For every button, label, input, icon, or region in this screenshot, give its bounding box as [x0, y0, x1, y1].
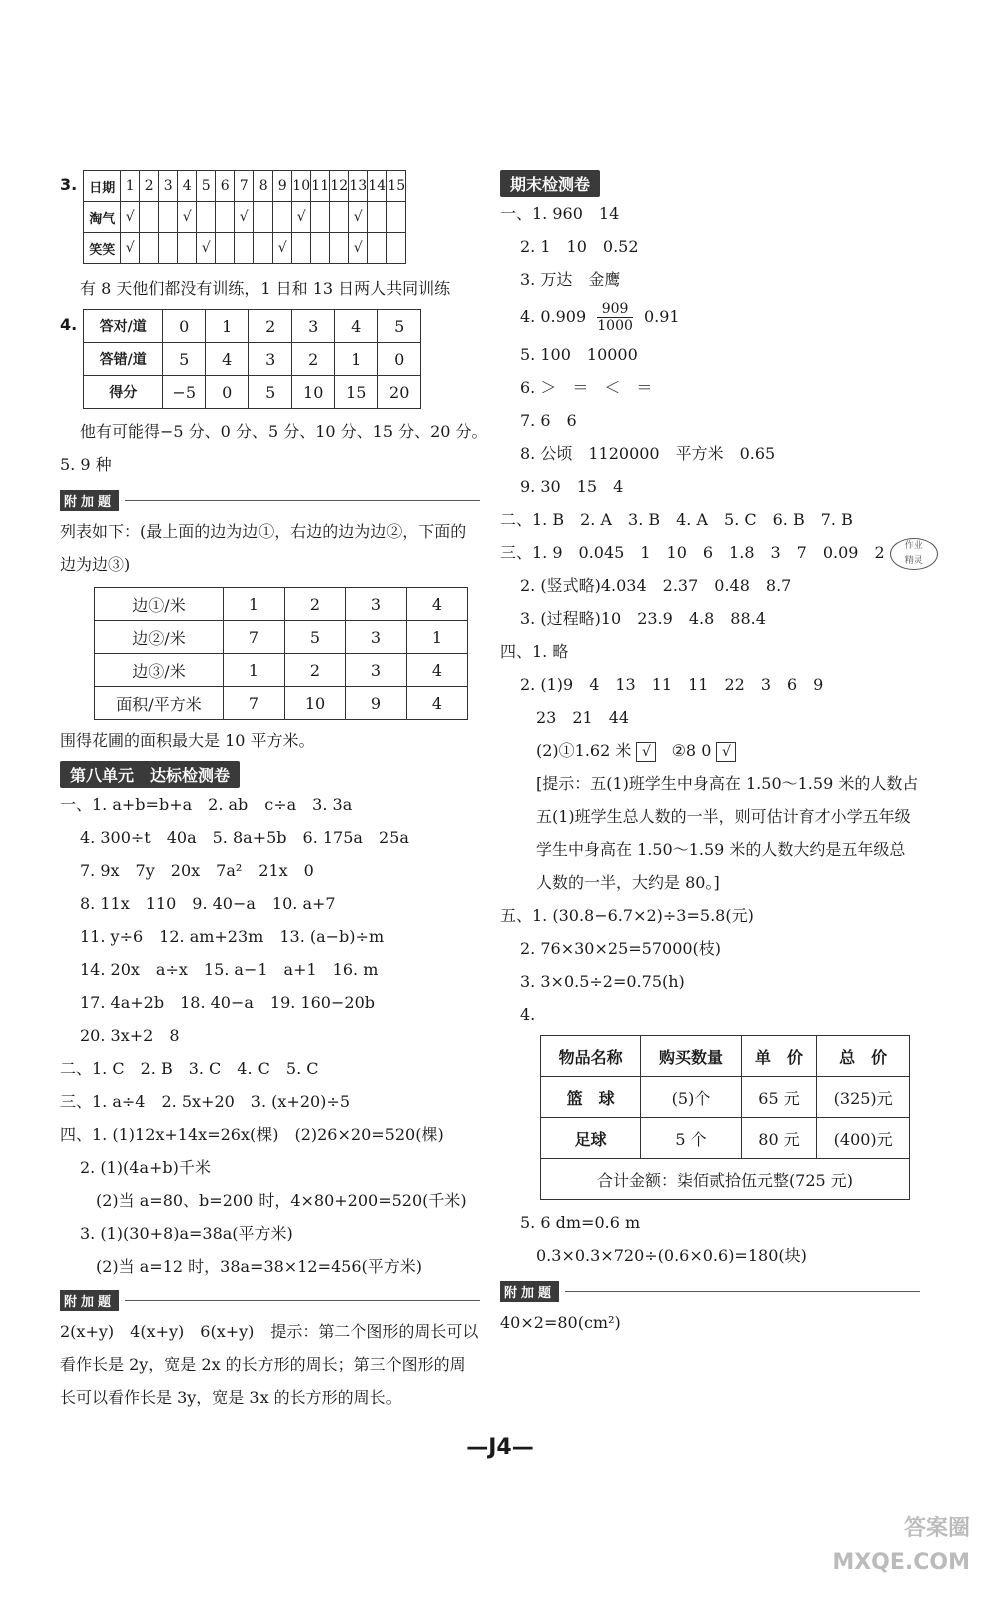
- bonus-header-3: [500, 1276, 920, 1306]
- flowerbed-table: [94, 587, 468, 720]
- final-answers-d: [500, 899, 920, 1031]
- table-cell: [216, 233, 235, 264]
- table-cell: 1: [224, 588, 285, 621]
- table-cell: [159, 202, 178, 233]
- watermark-url: MXQE.COM: [832, 1550, 970, 1575]
- table-cell: 4: [407, 588, 468, 621]
- table-cell: [254, 202, 273, 233]
- table-cell: 3: [346, 654, 407, 687]
- table-row: [95, 654, 468, 687]
- q4-fraction: [597, 301, 633, 334]
- table-row: [95, 621, 468, 654]
- fraction-denominator: 1000: [597, 318, 633, 334]
- answer-line: 17. 4a+2b 18. 40−a 19. 160−20b: [80, 993, 375, 1012]
- table-cell: 2: [292, 343, 335, 376]
- table-cell: √: [235, 202, 254, 233]
- table-cell: 2: [285, 654, 346, 687]
- answer-line: 2. (1)(4a+b)千米: [80, 1158, 211, 1177]
- answer-line: 8. 11x 110 9. 40−a 10. a+7: [80, 894, 336, 913]
- table-cell: √: [121, 233, 140, 264]
- table-cell: 11: [311, 171, 330, 202]
- answer-line: 23 21 44: [536, 708, 630, 727]
- answer-line: 3. (过程略)10 23.9 4.8 88.4: [520, 609, 766, 628]
- table-cell: [140, 233, 159, 264]
- table-cell: 1: [206, 310, 249, 343]
- row-header-cell: 笑笑: [84, 233, 121, 264]
- table-cell: √: [197, 233, 216, 264]
- table-cell: [159, 233, 178, 264]
- answer-line: 5. 100 10000: [520, 345, 638, 364]
- table-cell: √: [349, 233, 368, 264]
- table-cell: 5: [378, 310, 421, 343]
- table-cell: 7: [224, 687, 285, 720]
- section3-q1: [500, 536, 923, 569]
- bonus-2-text: 2(x+y) 4(x+y) 6(x+y) 提示：第二个图形的周长可以看作长是 2y，宽是 2x 的长方形的周长；第三个图形的周长可以看作长是 3y，宽是 3x 的长方形的周长。: [60, 1322, 479, 1407]
- table-cell: [235, 233, 254, 264]
- answer-line: 一、1. a+b=b+a 2. ab c÷a 3. 3a: [60, 795, 353, 814]
- answer-line: 三、1. a÷4 2. 5x+20 3. (x+20)÷5: [60, 1092, 351, 1111]
- answer-line: 2. (竖式略)4.034 2.37 0.48 8.7: [520, 576, 792, 595]
- table-cell: 4: [407, 654, 468, 687]
- answer-line: 5. 6 dm=0.6 m: [520, 1213, 641, 1232]
- section4-q2-part2: [500, 734, 920, 767]
- unit8-answers: [60, 788, 480, 1283]
- table-cell: 1: [224, 654, 285, 687]
- q4-decimal: 4. 0.909: [520, 307, 587, 326]
- table-cell: 8: [254, 171, 273, 202]
- row-header-cell: 答对/道: [84, 310, 163, 343]
- q4-block: [60, 309, 480, 409]
- table-cell: 12: [330, 171, 349, 202]
- section3-q1-text: 三、1. 9 0.045 1 10 6 1.8 3 7 0.09 2: [500, 543, 885, 562]
- left-column: [60, 170, 488, 1414]
- table-cell: 65 元: [741, 1077, 817, 1118]
- table-cell: 4: [335, 310, 378, 343]
- table-cell: √: [121, 202, 140, 233]
- table-row: [84, 202, 406, 233]
- table-cell: 足球: [541, 1118, 641, 1159]
- table-cell: 3: [159, 171, 178, 202]
- hint-text: [提示：五(1)班学生中身高在 1.50～1.59 米的人数占五(1)班学生总人数的一半，则可估计育才小学五年级学生中身高在 1.50～1.59 米的人数大约是五年级总人数的一半，大约是 80。]: [536, 774, 919, 892]
- answer-line: 3. 3×0.5÷2=0.75(h): [520, 972, 685, 991]
- answer-line: 11. y÷6 12. am+23m 13. (a−b)÷m: [80, 927, 385, 946]
- answer-line: 4. 300÷t 40a 5. 8a+5b 6. 175a 25a: [80, 828, 409, 847]
- header-cell: 购买数量: [641, 1036, 741, 1077]
- bonus-3-answer: 40×2=80(cm²): [500, 1313, 621, 1332]
- table-cell: [330, 202, 349, 233]
- answer-line: 一、1. 960 14: [500, 204, 620, 223]
- table-cell: 5: [285, 621, 346, 654]
- table-cell: 0: [163, 310, 206, 343]
- table-header-row: [84, 171, 406, 202]
- table-cell: 1: [407, 621, 468, 654]
- answer-line: 二、1. C 2. B 3. C 4. C 5. C: [60, 1059, 319, 1078]
- table-cell: [292, 233, 311, 264]
- q3-block: [60, 170, 480, 264]
- table-cell: 6: [216, 171, 235, 202]
- table-cell: 1: [121, 171, 140, 202]
- table-cell: √: [178, 202, 197, 233]
- score-table: [83, 309, 421, 409]
- table-cell: √: [349, 202, 368, 233]
- table-cell: 2: [140, 171, 159, 202]
- table-row: [84, 310, 421, 343]
- table-cell: 5: [197, 171, 216, 202]
- bonus-rule: [125, 500, 480, 501]
- answer-line: 四、1. 略: [500, 642, 569, 661]
- final-q4: [500, 296, 920, 338]
- table-cell: 15: [335, 376, 378, 409]
- table-cell: 3: [292, 310, 335, 343]
- answer-line: 0.3×0.3×720÷(0.6×0.6)=180(块): [536, 1246, 807, 1265]
- row-header-cell: 日期: [84, 171, 121, 202]
- row-header-cell: 得分: [84, 376, 163, 409]
- table-cell: [330, 233, 349, 264]
- table-cell: 5: [163, 343, 206, 376]
- row-header-cell: 边①/米: [95, 588, 224, 621]
- table-cell: 15: [387, 171, 406, 202]
- height-answer: (2)①1.62 米: [536, 741, 632, 760]
- table-cell: 9: [346, 687, 407, 720]
- q4-number: 4.: [60, 315, 78, 334]
- watermark-logo: [832, 1512, 970, 1580]
- table-cell: 2: [285, 588, 346, 621]
- bonus-label: 附加题: [60, 490, 119, 511]
- count-answer: ②8 0: [671, 741, 712, 760]
- table-cell: 20: [378, 376, 421, 409]
- table-row: [541, 1077, 910, 1118]
- row-header-cell: 答错/道: [84, 343, 163, 376]
- bonus-1-conclusion: 围得花圃的面积最大是 10 平方米。: [60, 731, 315, 750]
- table-cell: [368, 202, 387, 233]
- table-cell: 14: [368, 171, 387, 202]
- bonus-1-text: 列表如下：(最上面的边为边①，右边的边为边②，下面的边为边③): [60, 522, 467, 574]
- table-cell: 10: [285, 687, 346, 720]
- stamp-image: 作业 精灵: [890, 538, 938, 570]
- right-column: [500, 170, 923, 1339]
- table-row: [95, 588, 468, 621]
- row-header-cell: 边③/米: [95, 654, 224, 687]
- answer-line: (2)当 a=80、b=200 时，4×80+200=520(千米): [96, 1191, 467, 1210]
- table-cell: √: [273, 233, 292, 264]
- q4-note: 他有可能得−5 分、0 分、5 分、10 分、15 分、20 分。: [80, 422, 488, 441]
- answer-line: 3. 万达 金鹰: [520, 270, 621, 289]
- answer-line: 7. 6 6: [520, 411, 577, 430]
- bonus-rule: [565, 1291, 920, 1292]
- bonus-label: 附加题: [60, 1290, 119, 1311]
- bonus-rule: [125, 1300, 480, 1301]
- table-cell: 5 个: [641, 1118, 741, 1159]
- answer-line: 4.: [520, 1005, 536, 1024]
- total-row: [541, 1159, 910, 1200]
- answer-line: 2. 1 10 0.52: [520, 237, 639, 256]
- table-cell: 0: [378, 343, 421, 376]
- table-cell: 10: [292, 171, 311, 202]
- total-cell: 合计金额：柒佰贰拾伍元整(725 元): [541, 1159, 910, 1200]
- table-cell: 篮 球: [541, 1077, 641, 1118]
- table-cell: [311, 233, 330, 264]
- table-cell: 7: [224, 621, 285, 654]
- answer-line: 6. ＞ ＝ ＜ ＝: [520, 378, 653, 397]
- bonus-header-1: [60, 485, 480, 515]
- table-cell: [254, 233, 273, 264]
- table-row: [84, 376, 421, 409]
- table-cell: 9: [273, 171, 292, 202]
- table-cell: [273, 202, 292, 233]
- answer-line: 9. 30 15 4: [520, 477, 624, 496]
- table-cell: 4: [407, 687, 468, 720]
- table-cell: −5: [163, 376, 206, 409]
- answer-line: 8. 公顷 1120000 平方米 0.65: [520, 444, 776, 463]
- table-cell: [311, 202, 330, 233]
- bonus-label: 附加题: [500, 1281, 559, 1302]
- table-cell: (400)元: [817, 1118, 910, 1159]
- row-header-cell: 面积/平方米: [95, 687, 224, 720]
- table-cell: 5: [249, 376, 292, 409]
- page-number: —J4—: [466, 1435, 534, 1460]
- row-header-cell: 淘气: [84, 202, 121, 233]
- header-cell: 物品名称: [541, 1036, 641, 1077]
- table-row: [95, 687, 468, 720]
- table-cell: 10: [292, 376, 335, 409]
- table-cell: 0: [206, 376, 249, 409]
- table-cell: [368, 233, 387, 264]
- final-exam-banner: 期末检测卷: [500, 170, 600, 197]
- fraction-numerator: 909: [597, 301, 633, 318]
- final-answers-c: [500, 569, 920, 734]
- final-answers-b: [500, 338, 920, 536]
- table-cell: 7: [235, 171, 254, 202]
- table-cell: 3: [346, 621, 407, 654]
- answer-line: 五、1. (30.8−6.7×2)÷3=5.8(元): [500, 906, 754, 925]
- q3-number: 3.: [60, 175, 78, 194]
- table-row: [84, 343, 421, 376]
- table-cell: 13: [349, 171, 368, 202]
- purchase-table: [540, 1035, 910, 1200]
- table-cell: (325)元: [817, 1077, 910, 1118]
- row-header-cell: 边②/米: [95, 621, 224, 654]
- table-cell: [387, 233, 406, 264]
- unit8-banner: 第八单元 达标检测卷: [60, 761, 240, 788]
- q4-approx: 0.91: [643, 307, 680, 326]
- check-box: √: [716, 742, 736, 762]
- table-cell: (5)个: [641, 1077, 741, 1118]
- answer-line: 2. (1)9 4 13 11 11 22 3 6 9: [520, 675, 824, 694]
- answer-line: 二、1. B 2. A 3. B 4. A 5. C 6. B 7. B: [500, 510, 853, 529]
- answer-line: 7. 9x 7y 20x 7a² 21x 0: [80, 861, 314, 880]
- answer-line: 四、1. (1)12x+14x=26x(棵) (2)26×20=520(棵): [60, 1125, 444, 1144]
- table-cell: 2: [249, 310, 292, 343]
- answer-line: 2. 76×30×25=57000(枝): [520, 939, 722, 958]
- table-cell: [140, 202, 159, 233]
- check-box: √: [636, 742, 656, 762]
- training-table: [83, 170, 406, 264]
- table-cell: √: [292, 202, 311, 233]
- answer-line: (2)当 a=12 时，38a=38×12=456(平方米): [96, 1257, 423, 1276]
- table-cell: 3: [249, 343, 292, 376]
- answer-line: 3. (1)(30+8)a=38a(平方米): [80, 1224, 293, 1243]
- q5-answer: 5. 9 种: [60, 455, 112, 474]
- table-cell: 80 元: [741, 1118, 817, 1159]
- table-cell: [216, 202, 235, 233]
- watermark-title: 答案圈: [903, 1516, 970, 1541]
- table-row: [84, 233, 406, 264]
- header-cell: 单 价: [741, 1036, 817, 1077]
- table-cell: [387, 202, 406, 233]
- bonus-header-2: [60, 1285, 480, 1315]
- table-row: [541, 1118, 910, 1159]
- table-cell: 4: [206, 343, 249, 376]
- table-cell: 4: [178, 171, 197, 202]
- table-header-row: [541, 1036, 910, 1077]
- answer-line: 20. 3x+2 8: [80, 1026, 180, 1045]
- table-cell: [178, 233, 197, 264]
- table-cell: [197, 202, 216, 233]
- q3-note: 有 8 天他们都没有训练，1 日和 13 日两人共同训练: [80, 279, 451, 298]
- final-answers-e: [500, 1206, 920, 1272]
- table-cell: 1: [335, 343, 378, 376]
- header-cell: 总 价: [817, 1036, 910, 1077]
- final-answers-a: [500, 197, 920, 296]
- answer-line: 14. 20x a÷x 15. a−1 a+1 16. m: [80, 960, 379, 979]
- table-cell: 3: [346, 588, 407, 621]
